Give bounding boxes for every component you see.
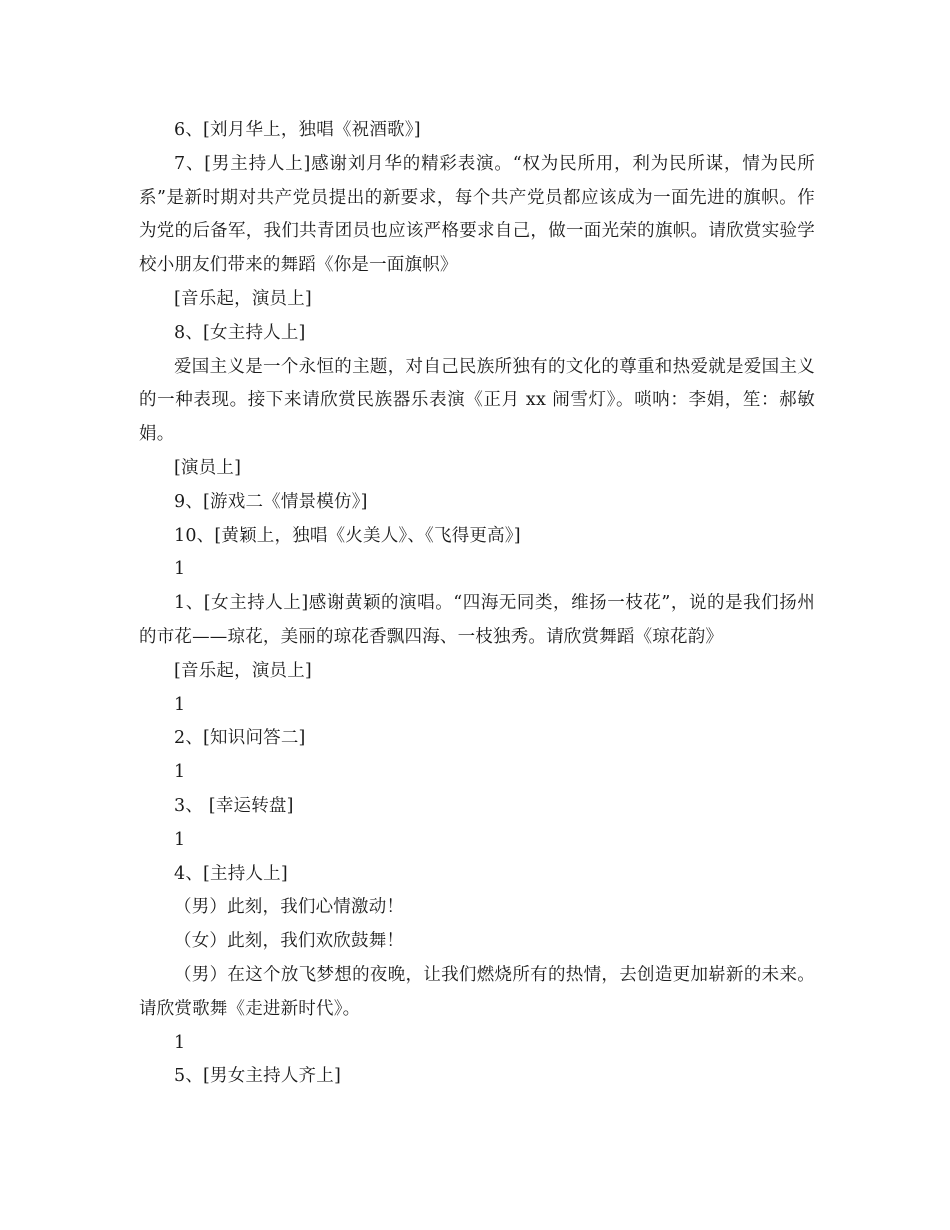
paragraph: （女）此刻，我们欢欣鼓舞！ <box>174 931 405 952</box>
paragraph: 9、[游戏二《情景模仿》] <box>174 491 368 512</box>
paragraph: （男）在这个放飞梦想的夜晚，让我们燃烧所有的热情，去创造更加崭新的未来。请欣赏歌舞《走进新时代》。 <box>139 964 815 1019</box>
paragraph: 6、[刘月华上，独唱《祝酒歌》] <box>174 120 421 140</box>
paragraph: 1 <box>174 694 186 715</box>
paragraph: 1、[女主持人上]感谢黄颖的演唱。“四海无同类，维扬一枝花”，说的是我们扬州的市花——琼花，美丽的琼花香飘四海、一枝独秀。请欣赏舞蹈《琼花韵》 <box>139 593 815 647</box>
paragraph: [音乐起，演员上] <box>174 660 312 681</box>
paragraph: 3、 [幸运转盘] <box>174 795 294 816</box>
paragraph: 1 <box>174 829 186 850</box>
paragraph: [演员上] <box>174 457 242 478</box>
paragraph: 1 <box>174 559 186 580</box>
paragraph: 7、[男主持人上]感谢刘月华的精彩表演。“权为民所用，利为民所谋，情为民所系”是新时期对共产党员提出的新要求，每个共产党员都应该成为一面先进的旗帜。作为党的后备军，我们共青团员也应该严格要求自己，做一面光荣的旗帜。请欣赏实验学校小朋友们带来的舞蹈《你是一面旗帜》 <box>139 153 815 276</box>
paragraph: 1 <box>174 1032 186 1053</box>
paragraph: 10、[黄颖上，独唱《火美人》、《飞得更高》] <box>174 525 521 546</box>
paragraph: （男）此刻，我们心情激动！ <box>174 897 405 918</box>
paragraph: 爱国主义是一个永恒的主题，对自己民族所独有的文化的尊重和热爱就是爱国主义的一种表现。接下来请欣赏民族器乐表演《正月 xx 闹雪灯》。唢呐：李娟，笙：郝敏娟。 <box>139 356 815 445</box>
paragraph: 1 <box>174 762 186 783</box>
paragraph: 2、[知识问答二] <box>174 728 306 749</box>
paragraph: [音乐起，演员上] <box>174 288 312 309</box>
paragraph: 8、[女主持人上] <box>174 322 306 343</box>
document-body <box>139 114 815 1094</box>
paragraph: 4、[主持人上] <box>174 863 288 884</box>
paragraph: 5、[男女主持人齐上] <box>174 1066 341 1087</box>
